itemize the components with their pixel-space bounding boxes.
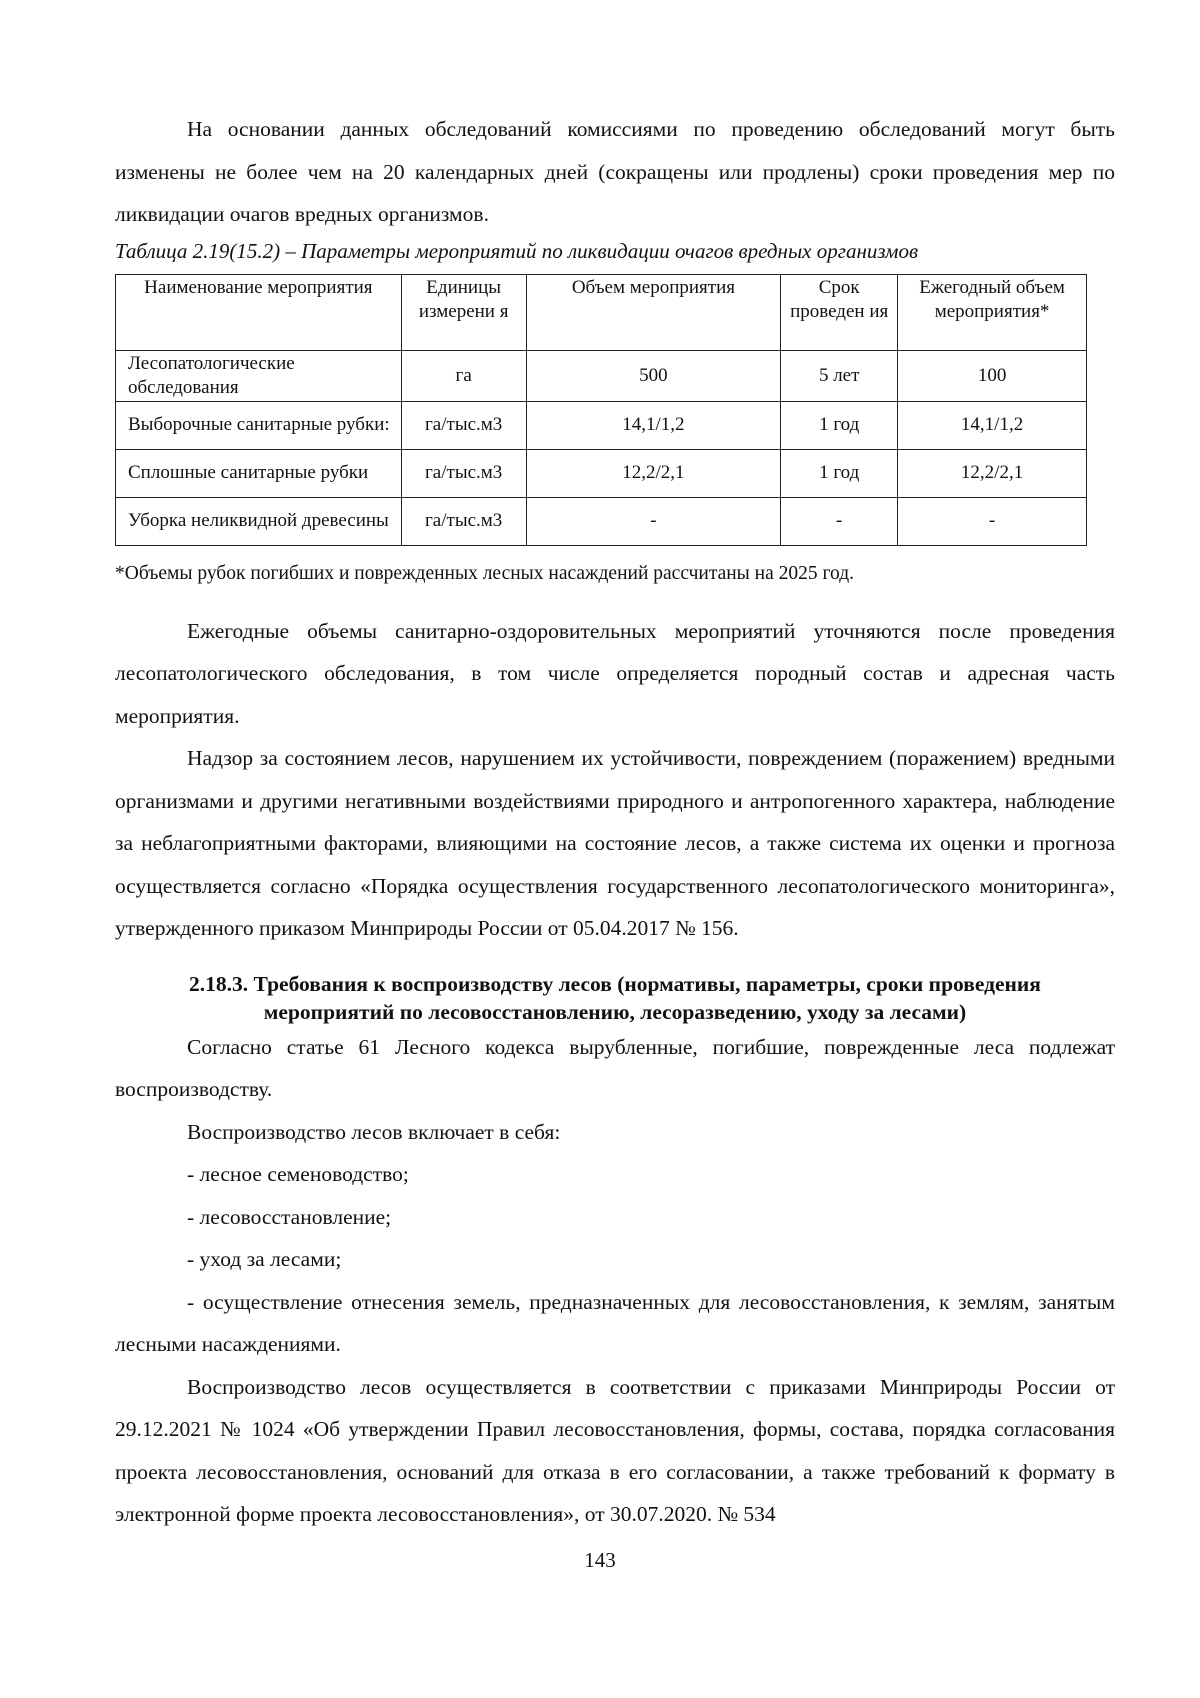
paragraph-forest-code: Согласно статье 61 Лесного кодекса вырубленные, погибшие, поврежденные леса подлежат воспроизводству. [115,1034,1115,1101]
section-heading-line-1: 2.18.3. Требования к воспроизводству лесов (нормативы, параметры, сроки проведения [189,971,1041,996]
cell-annual-volume: 12,2/2,1 [898,449,1087,497]
cell-measure-name: Выборочные санитарные рубки: [116,401,402,449]
cell-units: га [401,350,526,401]
section-heading [115,970,1115,1026]
cell-term: 5 лет [781,350,898,401]
cell-annual-volume: 100 [898,350,1087,401]
measures-table [115,274,1087,546]
cell-term: - [781,497,898,545]
cell-volume: 14,1/1,2 [526,401,781,449]
header-units: Единицы измерени я [401,274,526,350]
cell-volume: 12,2/2,1 [526,449,781,497]
table-footnote: *Объемы рубок погибших и поврежденных лесных насаждений рассчитаны на 2025 год. [115,562,854,584]
paragraph-orders: Воспроизводство лесов осуществляется в соответствии с приказами Минприроды России от 29.12.2021 № 1024 «Об утверждении Правил лесовосстановления, формы, состава, порядка согласования проекта лесовосстановления, оснований для отказа в его согласовании, а также требований к формату в электронной форме проекта лесовосстановления», от 30.07.2020. № 534 [115,1374,1115,1526]
table-header-row [116,274,1087,350]
header-annual-volume: Ежегодный объем мероприятия* [898,274,1087,350]
cell-annual-volume: 14,1/1,2 [898,401,1087,449]
cell-measure-name: Лесопатологические обследования [116,350,402,401]
paragraph-annual-volumes: Ежегодные объемы санитарно-оздоровительных мероприятий уточняются после проведения лесопатологического обследования, в том числе определяется породный состав и адресная часть мероприятия. [115,618,1115,728]
header-measure-name: Наименование мероприятия [116,274,402,350]
cell-units: га/тыс.м3 [401,449,526,497]
cell-volume: - [526,497,781,545]
header-volume: Объем мероприятия [526,274,781,350]
list-item: - осуществление отнесения земель, предназначенных для лесовосстановления, к землям, занятым лесными насаждениями. [115,1289,1115,1356]
paragraph-survey-terms: На основании данных обследований комиссиями по проведению обследований могут быть изменены не более чем на 20 календарных дней (сокращены или продлены) сроки проведения мер по ликвидации очагов вредных организмов. [115,117,1115,226]
cell-measure-name: Сплошные санитарные рубки [116,449,402,497]
cell-term: 1 год [781,449,898,497]
cell-term: 1 год [781,401,898,449]
section-heading-line-2: мероприятий по лесовосстановлению, лесоразведению, уходу за лесами) [263,999,967,1024]
list-item: - лесовосстановление; [187,1204,392,1229]
page-number: 143 [584,1548,616,1572]
cell-annual-volume: - [898,497,1087,545]
table-caption: Таблица 2.19(15.2) – Параметры мероприятий по ликвидации очагов вредных организмов [115,238,919,263]
list-item: - уход за лесами; [187,1247,342,1271]
table-row [116,449,1087,497]
list-item: - лесное семеноводство; [187,1162,409,1186]
cell-units: га/тыс.м3 [401,497,526,545]
page-content [115,108,1115,1536]
header-term: Срок проведен ия [781,274,898,350]
table-row [116,350,1087,401]
table-row [116,401,1087,449]
cell-volume: 500 [526,350,781,401]
table-row [116,497,1087,545]
paragraph-supervision: Надзор за состоянием лесов, нарушением их устойчивости, повреждением (поражением) вредными организмами и другими негативными воздействиями природного и антропогенного характера, наблюдение за неблагоприятными факторами, влияющими на состояние лесов, а также система их оценки и прогноза осуществляется согласно «Порядка осуществления государственного лесопатологического мониторинга», утвержденного приказом Минприроды России от 05.04.2017 № 156. [115,746,1115,940]
paragraph-includes: Воспроизводство лесов включает в себя: [187,1119,561,1144]
cell-measure-name: Уборка неликвидной древесины [116,497,402,545]
cell-units: га/тыс.м3 [401,401,526,449]
